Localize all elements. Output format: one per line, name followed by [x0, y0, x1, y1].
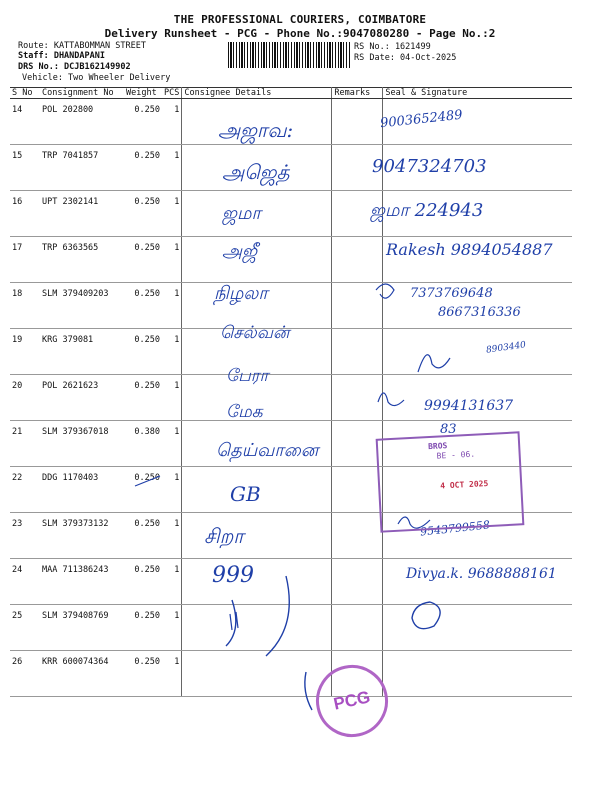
pcg-stamp-text: PCG: [331, 687, 372, 714]
handwritten-name: 999: [212, 563, 254, 588]
handwritten-name: ஜமா: [222, 203, 261, 224]
handwritten-signature: Rakesh 9894054887: [386, 240, 553, 259]
row-sno: 22: [10, 467, 40, 513]
handwritten-name: நிழலா: [214, 283, 268, 304]
row-sno: 25: [10, 605, 40, 651]
row-weight: 0.250: [124, 283, 162, 329]
row-consignment: KRG 379081: [40, 329, 124, 375]
row-consignment: TRP 6363565: [40, 237, 124, 283]
row-pcs: 1: [162, 651, 182, 697]
row-pcs: 1: [162, 513, 182, 559]
handwritten-signature: 7373769648: [410, 286, 493, 301]
row-sno: 24: [10, 559, 40, 605]
row-consignment: POL 202800: [40, 99, 124, 145]
row-weight: 0.250: [124, 375, 162, 421]
col-weight: Weight: [124, 88, 162, 99]
row-sno: 18: [10, 283, 40, 329]
route-text: Route: KATTABOMMAN STREET: [18, 41, 146, 51]
row-weight: 0.250: [124, 99, 162, 145]
row-pcs: 1: [162, 237, 182, 283]
row-weight: 0.250: [124, 605, 162, 651]
row-consignment: UPT 2302141: [40, 191, 124, 237]
row-consignment: DDG 1170403: [40, 467, 124, 513]
handwritten-signature: 9543799558: [419, 518, 491, 539]
row-sno: 14: [10, 99, 40, 145]
company-name: THE PROFESSIONAL COURIERS, COIMBATORE: [173, 13, 427, 26]
handwritten-name: அஜீ: [222, 241, 258, 262]
row-pcs: 1: [162, 375, 182, 421]
handwritten-signature: 83: [440, 422, 457, 437]
stamp-line-2: BE - 06.: [436, 449, 476, 461]
row-pcs: 1: [162, 421, 182, 467]
handwritten-signature: 9994131637: [424, 398, 514, 414]
col-pcs: PCS: [162, 88, 182, 99]
row-weight: 0.250: [124, 513, 162, 559]
row-consignment: KRR 600074364: [40, 651, 124, 697]
row-weight: 0.250: [124, 559, 162, 605]
row-sno: 15: [10, 145, 40, 191]
handwritten-name: அஜெத்: [222, 160, 290, 184]
row-weight: 0.250: [124, 145, 162, 191]
row-sno: 26: [10, 651, 40, 697]
row-consignment: SLM 379409203: [40, 283, 124, 329]
handwritten-signature: 8667316336: [438, 305, 521, 320]
handwritten-signature: ஜமா 224943: [370, 200, 484, 221]
row-pcs: 1: [162, 559, 182, 605]
row-consignment: POL 2621623: [40, 375, 124, 421]
row-pcs: 1: [162, 329, 182, 375]
row-pcs: 1: [162, 605, 182, 651]
rs-date: RS Date: 04-Oct-2025: [354, 53, 457, 63]
row-weight: 0.380: [124, 421, 162, 467]
row-pcs: 1: [162, 467, 182, 513]
row-pcs: 1: [162, 191, 182, 237]
row-sno: 19: [10, 329, 40, 375]
col-remarks: Remarks: [332, 88, 383, 99]
row-consignment: SLM 379408769: [40, 605, 124, 651]
stamp-date: 4 OCT 2025: [439, 479, 489, 491]
row-consignment: SLM 379373132: [40, 513, 124, 559]
stamp-line-1: BROS: [427, 441, 448, 452]
handwritten-name: பேரா: [226, 366, 269, 386]
handwritten-signature: 9047324703: [372, 156, 487, 177]
handwritten-name: செல்வன்: [220, 323, 290, 343]
handwritten-name: மேக: [226, 402, 263, 422]
row-sno: 23: [10, 513, 40, 559]
vehicle-text: Vehicle: Two Wheeler Delivery: [22, 73, 171, 83]
runsheet-subtitle: Delivery Runsheet - PCG - Phone No.:9047080280 - Page No.:2: [104, 27, 496, 40]
row-pcs: 1: [162, 145, 182, 191]
col-sno: S No: [10, 88, 40, 99]
col-consignee: Consignee Details: [182, 88, 332, 99]
handwritten-name: சிறா: [204, 524, 244, 548]
row-weight: 0.250: [124, 237, 162, 283]
row-sno: 16: [10, 191, 40, 237]
row-weight: 0.250: [124, 329, 162, 375]
row-consignment: MAA 711386243: [40, 559, 124, 605]
handwritten-signature: 9003652489: [379, 107, 464, 132]
row-pcs: 1: [162, 283, 182, 329]
row-weight: 0.250: [124, 651, 162, 697]
row-consignment: TRP 7041857: [40, 145, 124, 191]
rs-number: RS No.: 1621499: [354, 42, 431, 52]
row-sno: 21: [10, 421, 40, 467]
col-seal: Seal & Signature: [383, 88, 572, 99]
row-sno: 20: [10, 375, 40, 421]
handwritten-signature: 8903440: [485, 340, 527, 356]
row-weight: 0.250: [124, 191, 162, 237]
handwritten-name: GB: [230, 482, 261, 506]
row-weight: 0.250: [124, 467, 162, 513]
shop-stamp: [376, 431, 525, 532]
row-sno: 17: [10, 237, 40, 283]
drs-number: DRS No.: DCJB162149902: [18, 62, 131, 72]
handwritten-name: தெய்வானை: [216, 440, 319, 461]
col-consignment: Consignment No: [40, 88, 124, 99]
handwritten-name: அஜாவ:: [218, 118, 294, 142]
row-consignment: SLM 379367018: [40, 421, 124, 467]
handwritten-signature: Divya.k. 9688888161: [406, 566, 557, 582]
row-pcs: 1: [162, 99, 182, 145]
staff-text: Staff: DHANDAPANI: [18, 51, 105, 61]
